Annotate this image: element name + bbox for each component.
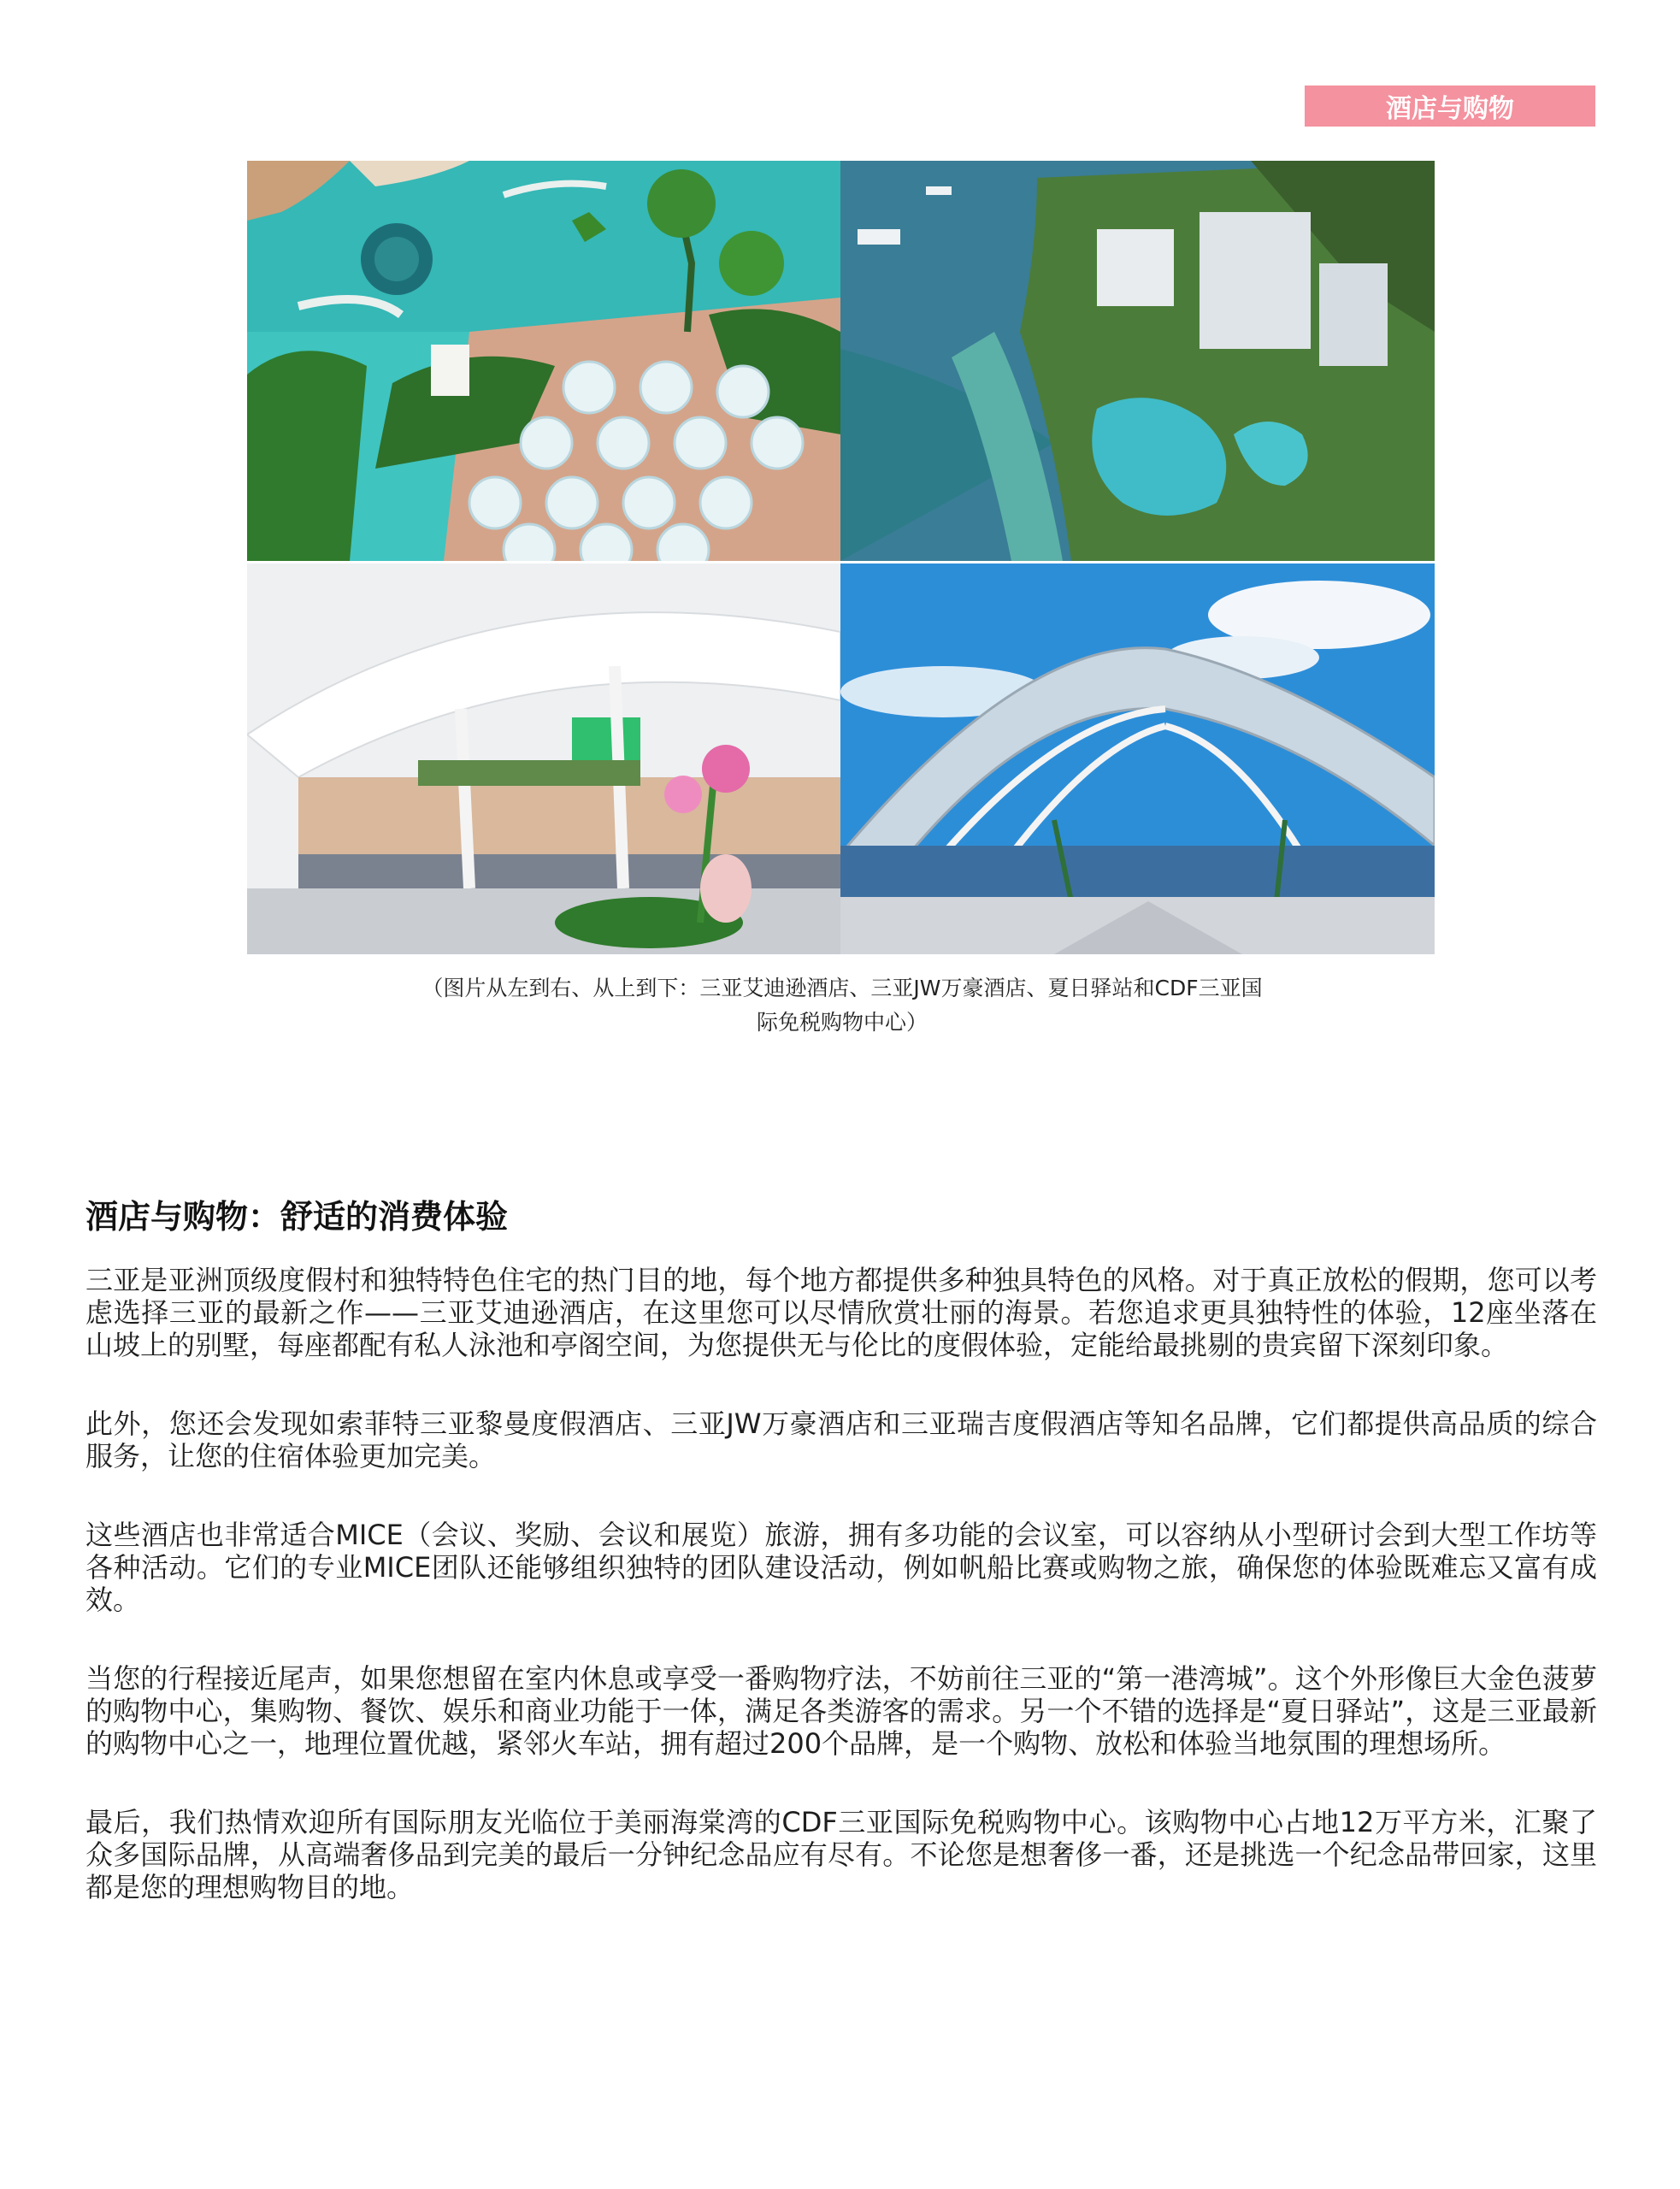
photo-caption [359, 971, 1325, 1040]
section-tag: 酒店与购物 [1305, 86, 1595, 127]
paragraph-3: 这些酒店也非常适合MICE（会议、奖励、会议和展览）旅游，拥有多功能的会议室，可以容纳从小型研讨会到大型工作坊等各种活动。它们的专业MICE团队还能够组织独特的团队建设活动，例如帆船比赛或购物之旅，确保您的体验既难忘又富有成效。 [85, 1519, 1597, 1616]
paragraph-2: 此外，您还会发现如索菲特三亚黎曼度假酒店、三亚JW万豪酒店和三亚瑞吉度假酒店等知名品牌，它们都提供高品质的综合服务，让您的住宿体验更加完美。 [85, 1407, 1597, 1472]
paragraph-1: 三亚是亚洲顶级度假村和独特特色住宅的热门目的地，每个地方都提供多种独具特色的风格。对于真正放松的假期，您可以考虑选择三亚的最新之作——三亚艾迪逊酒店，在这里您可以尽情欣赏壮丽的海景。若您追求更具独特性的体验，12座坐落在山坡上的别墅，每座都配有私人泳池和亭阁空间，为您提供无与伦比的度假体验，定能给最挑剔的贵宾留下深刻印象。 [85, 1264, 1597, 1361]
caption-line-2: 际免税购物中心） [756, 1010, 928, 1035]
caption-line-1: （图片从左到右、从上到下：三亚艾迪逊酒店、三亚JW万豪酒店、夏日驿站和CDF三亚国 [421, 976, 1263, 1000]
coastal-hotel-aerial-photo [840, 161, 1435, 561]
article-title: 酒店与购物：舒适的消费体验 [85, 1198, 509, 1236]
paragraph-5: 最后，我们热情欢迎所有国际朋友光临位于美丽海棠湾的CDF三亚国际免税购物中心。该购物中心占地12万平方米，汇聚了众多国际品牌，从高端奢侈品到完美的最后一分钟纪念品应有尽有。不论您是想奢侈一番，还是挑选一个纪念品带回家，这里都是您的理想购物目的地。 [85, 1806, 1597, 1903]
summer-mall-photo [247, 563, 840, 954]
paragraph-4: 当您的行程接近尾声，如果您想留在室内休息或享受一番购物疗法，不妨前往三亚的“第一港湾城”。这个外形像巨大金色菠萝的购物中心，集购物、餐饮、娱乐和商业功能于一体，满足各类游客的需求。另一个不错的选择是“夏日驿站”，这是三亚最新的购物中心之一，地理位置优越，紧邻火车站，拥有超过200个品牌，是一个购物、放松和体验当地氛围的理想场所。 [85, 1662, 1597, 1760]
resort-pool-photo [247, 161, 840, 561]
article-body [85, 1264, 1597, 1950]
duty-free-mall-photo [840, 563, 1435, 954]
photo-grid [247, 161, 1435, 954]
